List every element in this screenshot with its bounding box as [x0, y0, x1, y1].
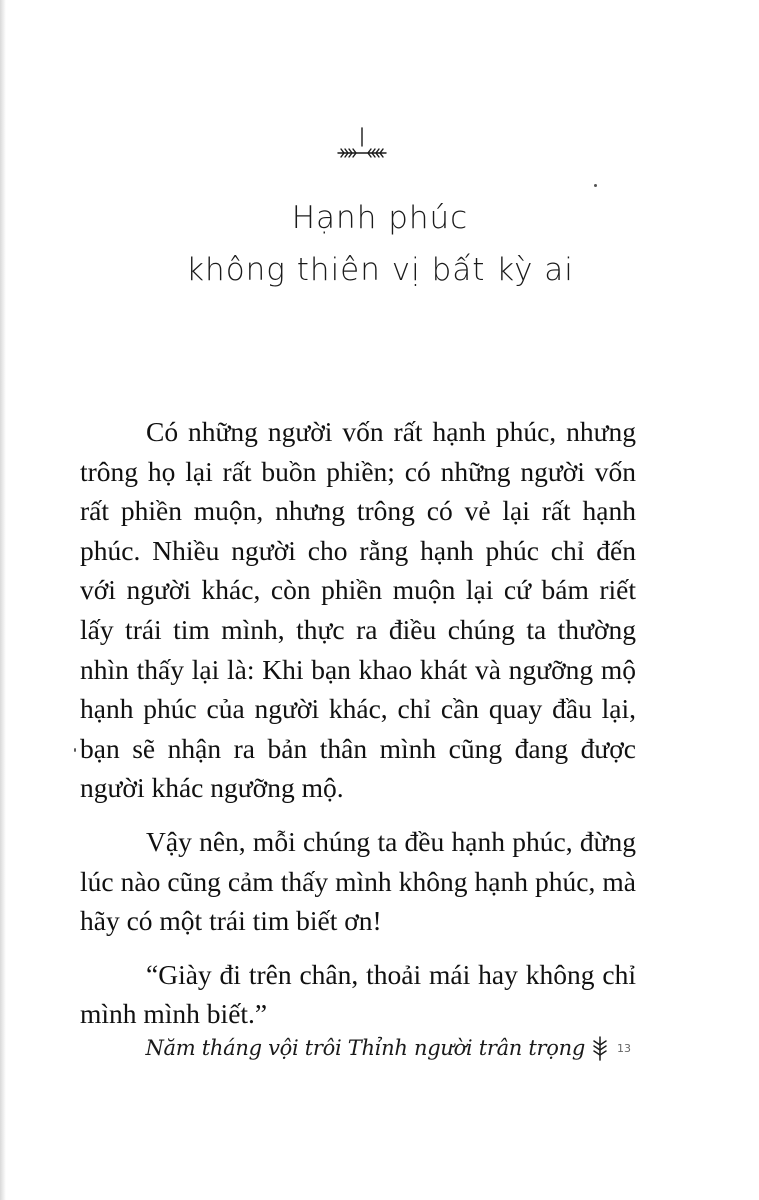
chapter-ornament-icon: [330, 126, 394, 162]
paragraph-2: Vậy nên, mỗi chúng ta đều hạnh phúc, đừng lúc nào cũng cảm thấy mình không hạnh phúc, mà hãy có một trái tim biết ơn!: [80, 825, 636, 937]
page-number: 13: [617, 1041, 631, 1055]
page-edge-shadow: [0, 0, 6, 1200]
chapter-ornament: [330, 126, 394, 162]
print-speck: [74, 748, 76, 752]
running-book-title: Năm tháng vội trôi Thỉnh người trân trọng: [145, 1036, 585, 1060]
chapter-title: [150, 192, 610, 296]
print-speck: [594, 184, 597, 187]
paragraph-1: Có những người vốn rất hạnh phúc, nhưng trông họ lại rất buồn phiền; có những người vốn rất phiền muộn, nhưng trông có vẻ lại rất hạnh phúc. Nhiều người cho rằng hạnh phúc chỉ đến với người khác, còn phiền muộn lại cứ bám riết lấy trái tim mình, thực ra điều chúng ta thường nhìn thấy lại là: Khi bạn khao khát và ngưỡng mộ hạnh phúc của người khác, chỉ cần quay đầu lại, bạn sẽ nhận ra bản thân mình cũng đang được người khác ngưỡng mộ.: [80, 416, 636, 804]
leaf-sprig-icon: [591, 1035, 609, 1061]
page-footer: [145, 1028, 631, 1068]
chapter-body: [80, 412, 636, 1048]
chapter-title-line-2: không thiên vị bất kỳ ai: [186, 252, 574, 288]
chapter-title-line-1: Hạnh phúc: [291, 200, 469, 236]
paragraph-3-quote: “Giày đi trên chân, thoải mái hay không chỉ mình mình biết.”: [80, 958, 636, 1030]
